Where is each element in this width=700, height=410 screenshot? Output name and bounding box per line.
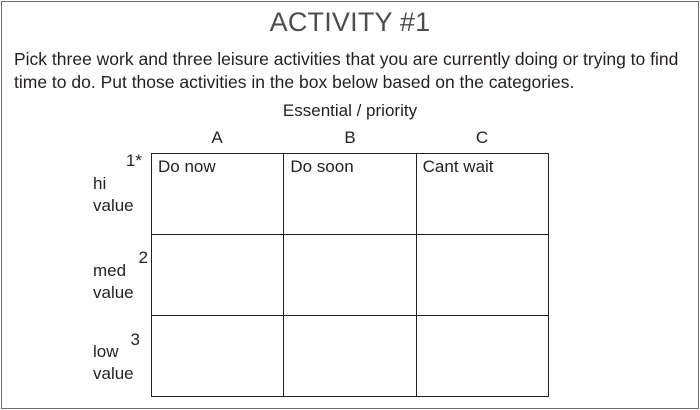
cell-low-a[interactable] xyxy=(152,316,284,397)
cell-low-b[interactable] xyxy=(284,316,416,397)
cell-med-a[interactable] xyxy=(152,235,284,316)
row-label-low-line2: value xyxy=(93,364,134,383)
cell-med-c[interactable] xyxy=(416,235,548,316)
row-number-1: 1* xyxy=(125,151,142,170)
grid-row-low xyxy=(152,316,549,397)
row-number-2: 2 xyxy=(138,248,148,267)
cell-hi-b[interactable]: Do soon xyxy=(284,154,416,235)
row-label-low xyxy=(93,341,134,385)
grid-row-hi xyxy=(152,154,549,235)
row-label-med-line2: value xyxy=(93,283,134,302)
cell-low-c[interactable] xyxy=(416,316,548,397)
column-header-c: C xyxy=(475,128,489,147)
row-label-med xyxy=(93,260,134,304)
row-label-med-line1: med xyxy=(93,261,127,280)
priority-axis-label: Essential / priority xyxy=(282,101,418,120)
row-label-hi xyxy=(93,173,134,217)
row-label-low-line1: low xyxy=(93,342,119,361)
row-number-3: 3 xyxy=(130,330,140,349)
row-label-hi-line2: value xyxy=(93,196,134,215)
activity-title: ACTIVITY #1 xyxy=(269,7,431,37)
grid-row-med xyxy=(152,235,549,316)
cell-hi-a[interactable]: Do now xyxy=(152,154,284,235)
column-header-a: A xyxy=(211,128,223,147)
row-label-hi-line1: hi xyxy=(93,174,107,193)
column-header-b: B xyxy=(344,128,356,147)
cell-med-b[interactable] xyxy=(284,235,416,316)
cell-hi-c[interactable]: Cant wait xyxy=(416,154,548,235)
instructions-text: Pick three work and three leisure activities that you are currently doing or trying to find time to do. Put those activities in the box below based on the categories. xyxy=(14,49,679,92)
activity-grid xyxy=(151,153,549,397)
